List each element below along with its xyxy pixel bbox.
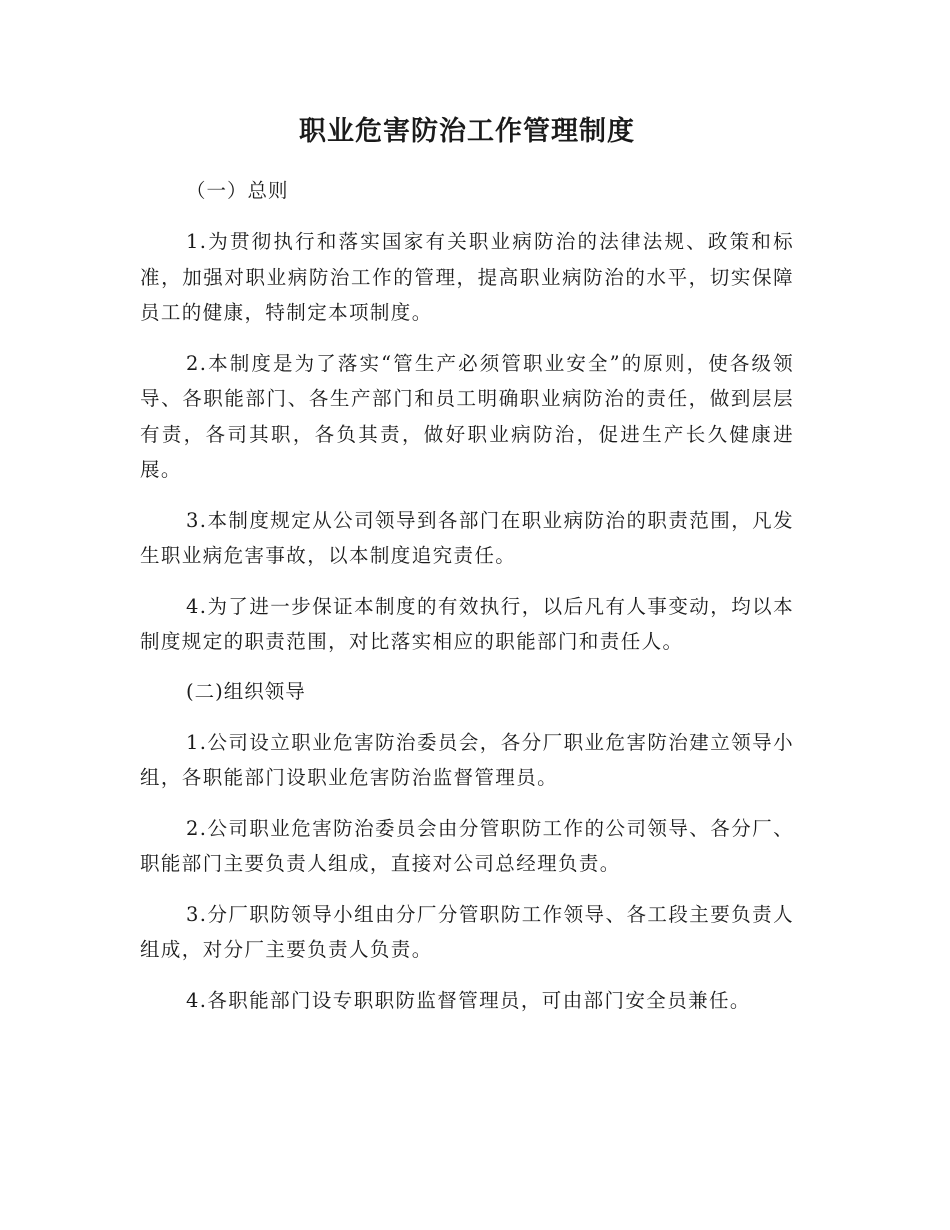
- paragraph: 4.各职能部门设专职职防监督管理员，可由部门安全员兼任。: [186, 988, 751, 1012]
- section-heading-organization: (二)组织领导: [186, 679, 306, 703]
- paragraph: 3.分厂职防领导小组由分厂分管职防工作领导、各工段主要负责人组成，对分厂主要负责人负责。: [140, 902, 794, 961]
- paragraph: 2.公司职业危害防治委员会由分管职防工作的公司领导、各分厂、职能部门主要负责人组成，直接对公司总经理负责。: [140, 816, 794, 875]
- section-organization: [140, 675, 794, 1019]
- section-general: [140, 174, 794, 660]
- paragraph: 4.为了进一步保证本制度的有效执行，以后凡有人事变动，均以本制度规定的职责范围，对比落实相应的职能部门和责任人。: [140, 594, 794, 653]
- document-title: 职业危害防治工作管理制度: [299, 116, 635, 147]
- paragraph: 1.公司设立职业危害防治委员会，各分厂职业危害防治建立领导小组，各职能部门设职业危害防治监督管理员。: [140, 730, 794, 789]
- paragraph: 3.本制度规定从公司领导到各部门在职业病防治的职责范围，凡发生职业病危害事故，以本制度追究责任。: [140, 508, 794, 567]
- paragraph: 1.为贯彻执行和落实国家有关职业病防治的法律法规、政策和标准，加强对职业病防治工作的管理，提高职业病防治的水平，切实保障员工的健康，特制定本项制度。: [140, 230, 794, 324]
- section-heading-general: （一）总则: [186, 179, 289, 202]
- document-page: [140, 112, 794, 1033]
- paragraph: 2.本制度是为了落实“管生产必须管职业安全”的原则，使各级领导、各职能部门、各生产部门和员工明确职业病防治的责任，做到层层有责，各司其职，各负其责，做好职业病防治，促进生产长久健康进展。: [140, 351, 794, 481]
